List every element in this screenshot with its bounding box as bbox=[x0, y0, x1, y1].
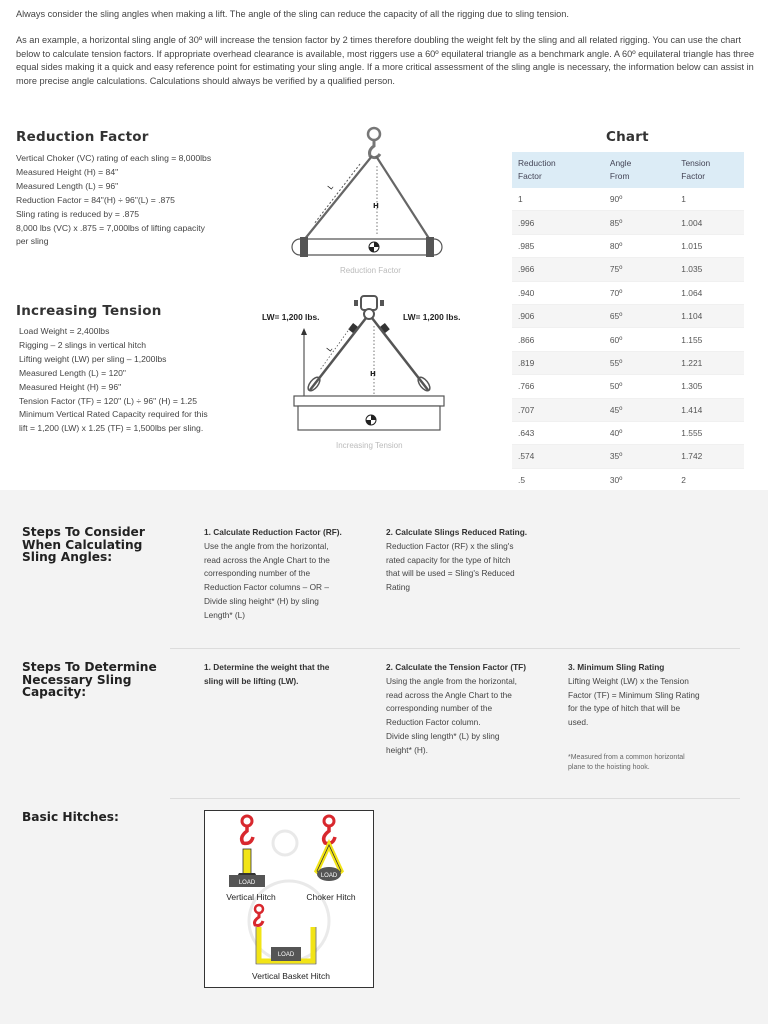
chart-row bbox=[512, 211, 744, 234]
angle-cell: 35º bbox=[588, 445, 663, 468]
tension-line: Measured Length (L) = 120" bbox=[19, 367, 126, 378]
determine-step-3: 3. Minimum Sling Rating Lifting Weight (LW) x the Tension Factor (TF) = Minimum Sling Rating for the type of hitch that will be used. bbox=[568, 662, 700, 728]
reduction-line: 8,000 lbs (VC) x .875 = 7,000lbs of lifting capacity bbox=[16, 222, 205, 233]
consider-step-1: 1. Calculate Reduction Factor (RF). Use the angle from the horizontal, read across the Angle Chart to the corresponding number of the Reduction Factor columns – OR – Divide sling height* (H) by sling Length* (L) bbox=[204, 527, 342, 620]
chart-row bbox=[512, 421, 744, 444]
reduction-factor-cell: .5 bbox=[512, 468, 588, 491]
basic-hitches-illustration bbox=[204, 810, 374, 988]
load-label: LOAD bbox=[238, 880, 256, 886]
tension-factor-cell: 1.555 bbox=[663, 421, 744, 444]
diagram-h-label: H bbox=[373, 202, 379, 210]
tension-factor-cell: 1.015 bbox=[663, 234, 744, 257]
reduction-line: Sling rating is reduced by = .875 bbox=[16, 208, 140, 219]
angle-cell: 55º bbox=[588, 351, 663, 374]
load-label: LOAD bbox=[277, 952, 295, 958]
chart-row bbox=[512, 234, 744, 257]
angle-cell: 40º bbox=[588, 421, 663, 444]
angle-chart-table bbox=[512, 152, 744, 492]
tension-factor-cell: 2 bbox=[663, 468, 744, 491]
tension-line: Rigging – 2 slings in vertical hitch bbox=[19, 339, 147, 350]
steps-determine-heading: Steps To Determine Necessary Sling Capacity: bbox=[22, 660, 157, 699]
increasing-tension-heading: Increasing Tension bbox=[16, 303, 162, 319]
reduction-factor-text bbox=[16, 152, 211, 249]
angle-cell: 90º bbox=[588, 188, 663, 211]
tension-factor-cell: 1.104 bbox=[663, 304, 744, 327]
intro-text bbox=[16, 8, 756, 101]
chart-row bbox=[512, 304, 744, 327]
tension-line: Minimum Vertical Rated Capacity required for this bbox=[19, 409, 208, 420]
hook-icon bbox=[242, 816, 253, 843]
center-of-gravity-icon bbox=[366, 415, 376, 425]
angle-cell: 70º bbox=[588, 281, 663, 304]
reduction-line: per sling bbox=[16, 236, 49, 247]
determine-step-2: 2. Calculate the Tension Factor (TF) Using the angle from the horizontal, read across the Angle Chart to the corresponding number of the Reduction Factor column. Divide sling length* (L) by sling height* (H). bbox=[386, 662, 526, 755]
reduction-caption: Reduction Factor bbox=[340, 266, 401, 275]
shackle-icon bbox=[354, 296, 384, 319]
chart-row bbox=[512, 351, 744, 374]
header-angle-from: Angle From bbox=[588, 152, 663, 188]
center-of-gravity-icon bbox=[369, 242, 379, 252]
section-divider bbox=[170, 648, 740, 649]
tension-line: lift = 1,200 (LW) x 1.25 (TF) = 1,500lbs per sling. bbox=[19, 423, 204, 434]
reduction-line: Reduction Factor = 84"(H) ÷ 96"(L) = .875 bbox=[16, 194, 175, 205]
reduction-factor-cell: .940 bbox=[512, 281, 588, 304]
reduction-line: Measured Length (L) = 96" bbox=[16, 180, 119, 191]
tension-factor-cell: 1.155 bbox=[663, 328, 744, 351]
hook-icon bbox=[324, 816, 335, 843]
reduction-factor-diagram bbox=[280, 124, 460, 264]
chart-row bbox=[512, 188, 744, 211]
increasing-caption: Increasing Tension bbox=[336, 441, 403, 450]
tension-line: Measured Height (H) = 96" bbox=[19, 381, 122, 392]
angle-cell: 75º bbox=[588, 258, 663, 281]
reduction-factor-cell: .985 bbox=[512, 234, 588, 257]
measurement-footnote: *Measured from a common horizontal plane to the hoisting hook. bbox=[568, 754, 685, 771]
consider-step-2: 2. Calculate Slings Reduced Rating. Reduction Factor (RF) x the sling's rated capacity for the type of hitch that will be used = Sling's Reduced Rating bbox=[386, 527, 528, 593]
tension-factor-cell: 1.035 bbox=[663, 258, 744, 281]
angle-cell: 65º bbox=[588, 304, 663, 327]
diagram-h-label: H bbox=[370, 370, 376, 378]
steps-consider-heading: Steps To Consider When Calculating Sling Angles: bbox=[22, 525, 145, 564]
chart-row bbox=[512, 281, 744, 304]
header-reduction-factor: Reduction Factor bbox=[512, 152, 588, 188]
plate-load-top bbox=[294, 396, 444, 406]
chart-row bbox=[512, 375, 744, 398]
increasing-tension-text bbox=[19, 325, 208, 436]
reduction-factor-cell: .966 bbox=[512, 258, 588, 281]
pipe-load bbox=[292, 239, 442, 255]
lw-left-label: LW= 1,200 lbs. bbox=[262, 312, 320, 322]
intro-paragraph-2: As an example, a horizontal sling angle of 30º will increase the tension factor by 2 times therefore doubling the weight felt by the sling and all related rigging. You can use the chart below to calculate tension factors. If appropriate overhead clearance is available, most riggers use a 60º equilateral triangle as a benchmark angle. A 60º equilateral triangle has three equal sides making it a quick and easy reference point for estimating your sling angle. If a more critical assessment of the sling angle is necessary, the information below can assist in more precise angle calculations. Calculations should always be verified by a qualified person. bbox=[16, 34, 755, 87]
angle-cell: 30º bbox=[588, 468, 663, 491]
determine-step-1: 1. Determine the weight that the sling will be lifting (LW). bbox=[204, 662, 330, 686]
lw-right-label: LW= 1,200 lbs. bbox=[403, 312, 461, 322]
reduction-factor-cell: .643 bbox=[512, 421, 588, 444]
chart-row bbox=[512, 258, 744, 281]
basket-hitch-label: Vertical Basket Hitch bbox=[252, 971, 330, 981]
reduction-factor-cell: .996 bbox=[512, 211, 588, 234]
reduction-factor-heading: Reduction Factor bbox=[16, 129, 149, 145]
diagram-l-label: L bbox=[326, 183, 335, 192]
header-tension-factor: Tension Factor bbox=[663, 152, 744, 188]
reduction-factor-cell: .574 bbox=[512, 445, 588, 468]
chart-row bbox=[512, 468, 744, 491]
reduction-line: Vertical Choker (VC) rating of each sling = 8,000lbs bbox=[16, 153, 212, 163]
tension-factor-cell: 1.414 bbox=[663, 398, 744, 421]
tension-line: Tension Factor (TF) = 120" (L) ÷ 96" (H) = 1.25 bbox=[19, 395, 197, 406]
reduction-factor-cell: .866 bbox=[512, 328, 588, 351]
chart-row bbox=[512, 328, 744, 351]
hook-icon bbox=[368, 128, 380, 158]
basic-hitches-heading: Basic Hitches: bbox=[22, 810, 119, 824]
chart-row bbox=[512, 398, 744, 421]
chart-row bbox=[512, 445, 744, 468]
intro-paragraph-1: Always consider the sling angles when making a lift. The angle of the sling can reduce the capacity of all the rigging due to sling tension. bbox=[16, 9, 569, 19]
angle-cell: 45º bbox=[588, 398, 663, 421]
reduction-factor-cell: .707 bbox=[512, 398, 588, 421]
diagram-l-label: L bbox=[325, 345, 334, 354]
increasing-tension-diagram bbox=[258, 292, 478, 442]
reduction-factor-cell: .766 bbox=[512, 375, 588, 398]
angle-cell: 80º bbox=[588, 234, 663, 257]
tension-factor-cell: 1.742 bbox=[663, 445, 744, 468]
angle-cell: 50º bbox=[588, 375, 663, 398]
section-divider bbox=[170, 798, 740, 799]
angle-cell: 60º bbox=[588, 328, 663, 351]
reduction-factor-cell: .906 bbox=[512, 304, 588, 327]
tension-line: Load Weight = 2,400lbs bbox=[19, 326, 110, 336]
reduction-line: Measured Height (H) = 84" bbox=[16, 166, 119, 177]
reduction-factor-cell: 1 bbox=[512, 188, 588, 211]
tension-factor-cell: 1.004 bbox=[663, 211, 744, 234]
tension-factor-cell: 1.221 bbox=[663, 351, 744, 374]
tension-factor-cell: 1.305 bbox=[663, 375, 744, 398]
chart-heading: Chart bbox=[606, 129, 649, 145]
vertical-hitch-label: Vertical Hitch bbox=[226, 892, 276, 902]
tension-factor-cell: 1 bbox=[663, 188, 744, 211]
tension-line: Lifting weight (LW) per sling – 1,200lbs bbox=[19, 353, 167, 364]
hook-icon bbox=[255, 905, 264, 926]
tension-factor-cell: 1.064 bbox=[663, 281, 744, 304]
choker-hitch-label: Choker Hitch bbox=[306, 892, 356, 902]
angle-cell: 85º bbox=[588, 211, 663, 234]
load-label: LOAD bbox=[320, 873, 338, 879]
reduction-factor-cell: .819 bbox=[512, 351, 588, 374]
